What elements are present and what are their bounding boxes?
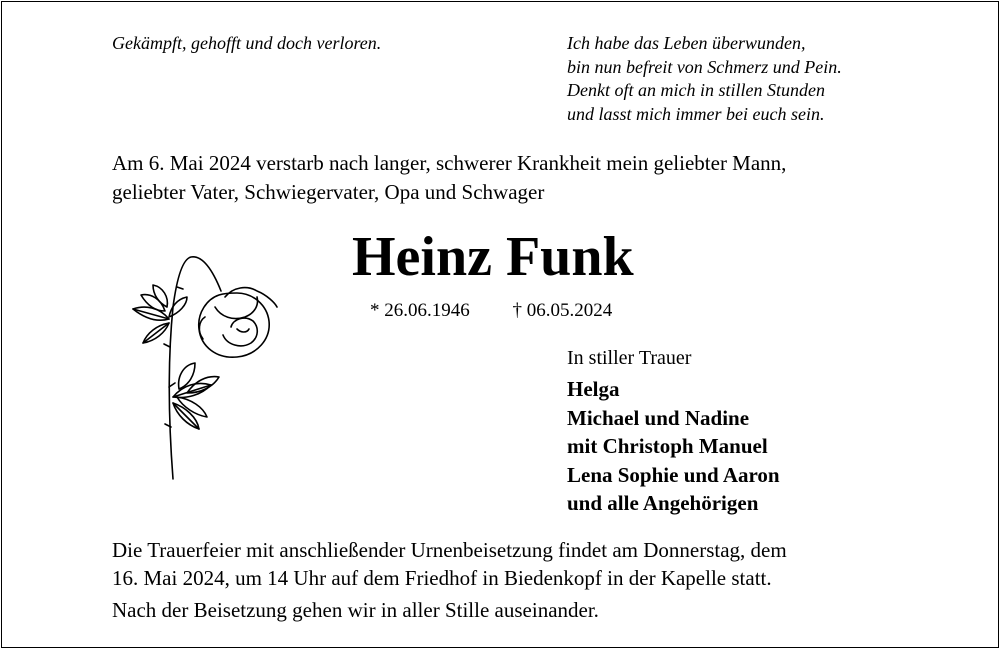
mourning-line: In stiller Trauer [567, 347, 692, 369]
intro-line: geliebter Vater, Schwiegervater, Opa und Schwager [112, 180, 545, 204]
quote-right-line: bin nun befreit von Schmerz und Pein. [567, 56, 842, 77]
birth-date: * 26.06.1946 [370, 300, 470, 321]
intro-line: Am 6. Mai 2024 verstarb nach langer, schwerer Krankheit mein geliebter Mann, [112, 151, 787, 175]
signer: Lena Sophie und Aaron [567, 462, 780, 487]
obituary-notice [1, 1, 999, 648]
signer: und alle Angehörigen [567, 491, 759, 515]
signers-list [567, 375, 780, 518]
deceased-name: Heinz Funk [352, 226, 634, 288]
signer: Helga [567, 377, 620, 401]
signer: mit Christoph Manuel [567, 434, 768, 458]
funeral-line: Die Trauerfeier mit anschließender Urnenbeisetzung findet am Donnerstag, dem [112, 538, 787, 562]
quote-right-line: Ich habe das Leben überwunden, [567, 33, 806, 53]
funeral-info [112, 536, 787, 592]
closing-line: Nach der Beisetzung gehen wir in aller Stille auseinander. [112, 598, 599, 622]
quote-right-line: Denkt oft an mich in stillen Stunden [567, 80, 825, 100]
quote-left: Gekämpft, gehofft und doch verloren. [112, 33, 382, 53]
rose-drawing-icon [107, 247, 287, 487]
life-dates [370, 298, 612, 324]
intro-text [112, 149, 786, 207]
signer: Michael und Nadine [567, 405, 750, 430]
death-date: † 06.05.2024 [512, 300, 613, 321]
funeral-line: 16. Mai 2024, um 14 Uhr auf dem Friedhof in Biedenkopf in der Kapelle statt. [112, 566, 772, 590]
quote-right [567, 32, 842, 126]
quote-right-line: und lasst mich immer bei euch sein. [567, 103, 825, 124]
